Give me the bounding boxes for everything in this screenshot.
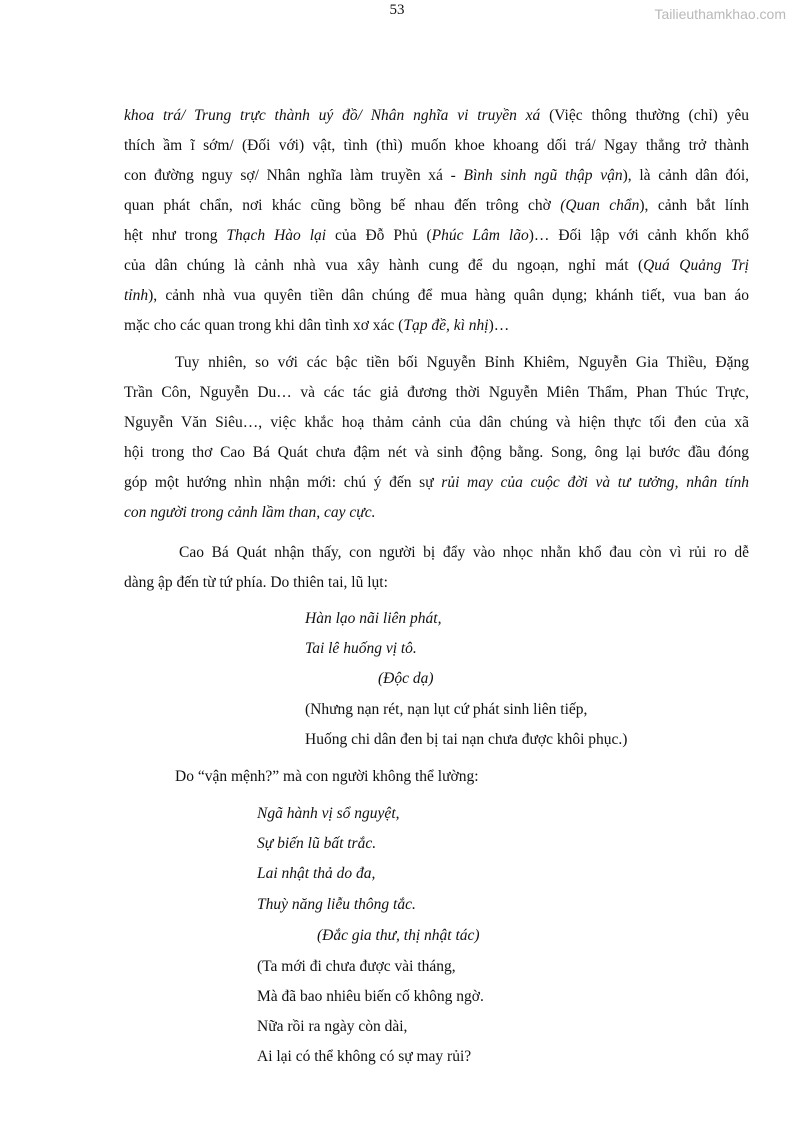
- text-line: thích ầm ĩ sớm/ (Đối với) vật, tình (thì) muốn khoe khoang dối trá/ Ngay thẳng trở thành: [124, 137, 749, 154]
- text-line: Do “vận mệnh?” mà con người không thể lường:: [175, 768, 479, 785]
- poem-translation-line: Huống chi dân đen bị tai nạn chưa được khôi phục.): [305, 731, 628, 748]
- poem-line: Hàn lạo nãi liên phát,: [305, 610, 442, 627]
- text-line: góp một hướng nhìn nhận mới: chú ý đến sự rủi may của cuộc đời và tư tưởng, nhân tính: [124, 474, 749, 491]
- text-line: tỉnh), cảnh nhà vua quyên tiền dân chúng để mua hàng quân dụng; khánh tiết, vua ban áo: [124, 287, 749, 304]
- text-line: Trần Côn, Nguyễn Du… và các tác giả đương thời Nguyễn Miên Thẩm, Phan Thúc Trực,: [124, 384, 749, 401]
- poem-translation-line: Nữa rồi ra ngày còn dài,: [257, 1018, 408, 1035]
- poem-line: Tai lê huống vị tô.: [305, 640, 417, 657]
- text-line: Nguyễn Văn Siêu…, việc khắc hoạ thảm cảnh của dân chúng và hiện thực tối đen của xã: [124, 414, 749, 431]
- text-line: khoa trá/ Trung trực thành uý đồ/ Nhân nghĩa vi truyền xá (Việc thông thường (chỉ) yêu: [124, 107, 749, 124]
- text-line: con đường nguy sợ/ Nhân nghĩa làm truyền xá - Bình sinh ngũ thập vận), là cảnh dân đói,: [124, 167, 749, 184]
- text-line: con người trong cảnh lầm than, cay cực.: [124, 504, 376, 521]
- poem-translation-line: Mà đã bao nhiêu biến cố không ngờ.: [257, 988, 484, 1005]
- poem-line: Thuỳ năng liễu thông tắc.: [257, 896, 416, 913]
- text-line: quan phát chẩn, nơi khác cũng bồng bế nhau đến trông chờ (Quan chẩn), cảnh bắt lính: [124, 197, 749, 214]
- text-line: dàng ập đến từ tứ phía. Do thiên tai, lũ lụt:: [124, 574, 388, 591]
- text-line: hệt như trong Thạch Hào lại của Đỗ Phủ (Phúc Lâm lão)… Đối lập với cảnh khốn khổ: [124, 227, 749, 244]
- text-line: mặc cho các quan trong khi dân tình xơ xác (Tạp đề, kì nhị)…: [124, 317, 510, 334]
- poem-translation-line: (Ta mới đi chưa được vài tháng,: [257, 958, 456, 975]
- poem-line: Lai nhật thả do đa,: [257, 865, 376, 882]
- poem-source: (Độc dạ): [378, 670, 434, 687]
- poem-translation-line: Ai lại có thể không có sự may rủi?: [257, 1048, 472, 1065]
- text-line: hội trong thơ Cao Bá Quát chưa đậm nét và sinh động bằng. Song, ông lại bước đầu đóng: [124, 444, 749, 461]
- page-number: 53: [389, 2, 405, 18]
- poem-line: Ngã hành vị sổ nguyệt,: [257, 805, 400, 822]
- poem-line: Sự biến lũ bất trắc.: [257, 835, 377, 852]
- poem-translation-line: (Nhưng nạn rét, nạn lụt cứ phát sinh liên tiếp,: [305, 701, 588, 718]
- text-line: của dân chúng là cảnh nhà vua xây hành cung để du ngoạn, nghỉ mát (Quá Quảng Trị: [124, 257, 749, 274]
- text-line: Tuy nhiên, so với các bậc tiền bối Nguyễn Bỉnh Khiêm, Nguyễn Gia Thiều, Đặng: [175, 354, 749, 371]
- watermark: Tailieuthamkhao.com: [654, 6, 786, 22]
- poem-source: (Đắc gia thư, thị nhật tác): [317, 927, 480, 944]
- text-line: Cao Bá Quát nhận thấy, con người bị đẩy vào nhọc nhằn khổ đau còn vì rủi ro dễ: [179, 544, 749, 561]
